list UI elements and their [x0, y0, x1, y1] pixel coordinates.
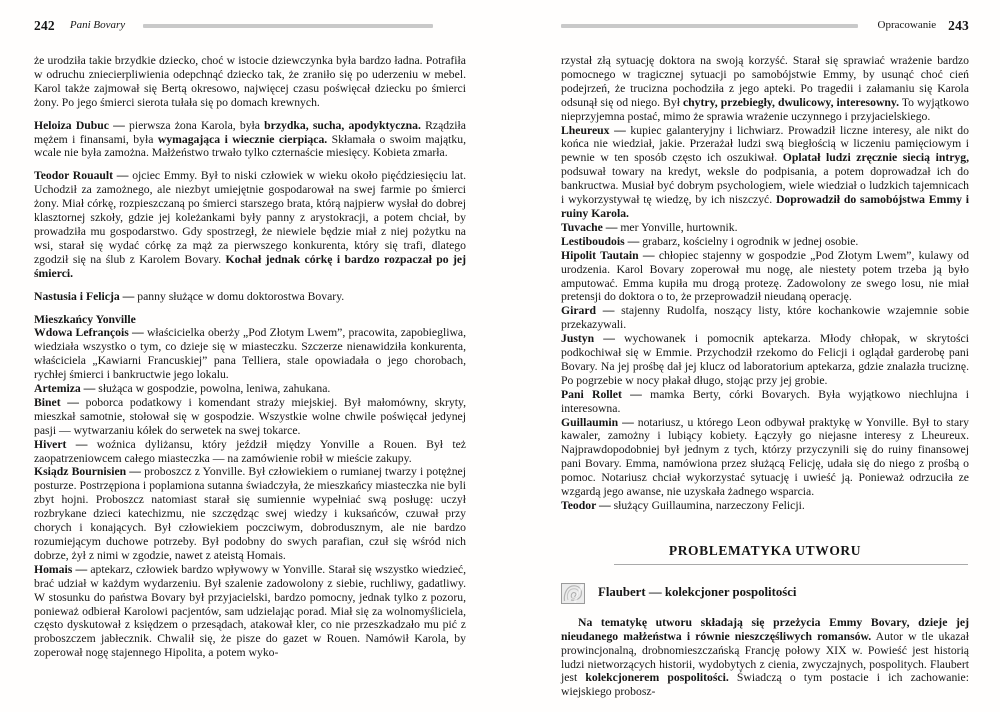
entry-binet: Binet — poborca podatkowy i komendant straży miejskiej. Był małomówny, skryty, mieszkał samotnie, stołował się w gospodzie. Wszystkie wolne chwile poświęcał jedynej pasji — wytwarzaniu kółek do serwetek na swej tokarce.: [34, 395, 467, 437]
entry-lheureux: Lheureux — kupiec galanteryjny i lichwiarz. Prowadził liczne interesy, ale nikt do końca nie wiedział, jakie. Przerażał ludzi swą biegłością w liczeniu pamięciowym i pewnie w ten sposób często ich oszukiwał. Oplatał ludzi zręcznie siecią intryg, podsuwał towary na kredyt, weksle do podpisania, a potem doprowadzał ich do bankructwa. Musiał być dobrym psychologiem, wiele wiedział o ludzkich tajemnicach i wykorzystywał tę wiedzę, by ich niszczyć. Doprowadził do samobójstwa Emmy i ruiny Karola.: [561, 123, 970, 220]
page-left-body: [34, 54, 466, 660]
section-rule: [614, 564, 968, 565]
running-head-left: [34, 18, 466, 33]
entry-hivert: Hivert — woźnica dyliżansu, który jeździł między Yonville a Rouen. Był też zaopatrzeniowcem całego miasteczka — na zamówienie robił w mieście zakupy.: [34, 437, 466, 465]
entry-ksiadz-bournisien: Ksiądz Bournisien — proboszcz z Yonville. Był człowiekiem o rumianej twarzy i potężnej posturze. Postrzępiona i poplamiona sutanna świadczyła, że mieszkańcy miasteczka nie byli zbyt hojni. Proboszcz natomiast starał się sumiennie wypełniać swą posługę: uczył rozbrykane dzieci katechizmu, nie szczędząc swej wiedzy i kuksańców, czuwał przy chorych i konających. Był człowiekiem poczciwym, dobrodusznym, ale nie bardzo rozumiejącym duchowe potrzeby. Był podobny do swych parafian, czuł się wśród nich dobrze, żył z nimi w zgodzie, nawet z ateistą Homais.: [34, 465, 466, 562]
rose-ornament-icon: [561, 583, 585, 604]
subheading-mieszkancy-yonville: Mieszkańcy Yonville: [34, 312, 136, 326]
page-right-body: [561, 54, 969, 699]
entry-teodor: Teodor — służący Guillaumina, narzeczony Felicji.: [561, 499, 805, 512]
entry-justyn: Justyn — wychowanek i pomocnik aptekarza. Młody chłopak, w skrytości podkochiwał się w Emmie. Przychodził rzekomo do Felicji i oglądał garderobę pani Bovary. Na jej prośbę dał jej klucz od laboratorium aptekarza, gdzie znalazła truciznę. Po pogrzebie w nocy płakał długo, stojąc przy jej grobie.: [561, 332, 969, 387]
page-left: [34, 18, 466, 660]
entry-guillaumin: Guillaumin — notariusz, u którego Leon odbywał praktykę w Yonville. Był to stary kawaler, zamożny i lubiący kobiety. Łączyły go niejasne interesy z Lheureux. Najprawdopodobniej był jednym z tych, którzy przyczynili się do ruiny finansowej pani Bovary. Emma, namówiona przez służącą Felicję, udała się do niego z prośbą o pomoc. Notariusz chciał wykorzystać sytuację i uwieść ją. Ponieważ odrzuciła ze wzgardą jego awanse, nie uzyskała żadnego wsparcia.: [561, 415, 969, 499]
running-head-rule-right: [561, 24, 858, 28]
running-title-left: Pani Bovary: [69, 18, 126, 31]
entry-nastusia-i-felicja: Nastusia i Felicja — panny służące w domu doktorostwa Bovary.: [34, 289, 345, 303]
entry-homais: Homais — aptekarz, człowiek bardzo wpływowy w Yonville. Starał się wszystko wiedzieć, brać udział w każdym wydarzeniu. Był szalenie zadowolony z siebie, ruchliwy, gadatliwy. W stosunku do państwa Bovary był przyjacielski, bardzo pomocny, jednak tylko z pozoru, ponieważ odbierał Karolowi pacjentów, sam udzielając porad. Miał się za wolnomyśliciela, często dyskutował z księdzem o przesądach, atakował kler, co nie przeszkadzało mu pić z proboszczem jabłecznik. Chwalił się, że pisze do gazet w Rouen. Namówił Karola, by zoperował nogę stajennego Hipolita, a potem wyko-: [34, 562, 466, 660]
entry-lestiboudois: Lestiboudois — grabarz, kościelny i ogrodnik w jednej osobie.: [561, 234, 859, 248]
running-head-rule-left: [143, 24, 433, 28]
section-heading-problematyka: [561, 544, 969, 565]
page-number-right: 243: [948, 17, 969, 33]
continuation-paragraph: że urodziła takie brzydkie dziecko, choć w istocie dziewczynka była bardzo ładna. Potrafiła w odruchu zniecierpliwienia odepchnąć dziecko tak, że zraniło się po uderzeniu w mebel. Karol także zajmował się Bertą okresowo, najwięcej czasu poświęcał dziecku po śmierci żony. Po jego śmierci sierota tułała się po domach krewnych.: [34, 54, 466, 109]
entry-girard: Girard — stajenny Rudolfa, noszący listy, które kochankowie wzajemnie sobie przekazywali.: [561, 304, 970, 332]
subsection-heading-flaubert: [561, 583, 969, 604]
entry-pani-rollet: Pani Rollet — mamka Berty, córki Bovarych. Była wyjątkowo niechlujna i interesowna.: [561, 387, 969, 415]
subsection-title: Flaubert — kolekcjoner pospolitości: [598, 584, 797, 599]
running-title-right: Opracowanie: [877, 18, 937, 31]
entry-wdowa-lefrancois: Wdowa Lefrançois — właścicielka oberży „Pod Złotym Lwem”, pracowita, zapobiegliwa, wiedziała wszystko o tym, co dzieje się w miasteczku. Szczerze nienawidziła konkurenta, właściciela „Kawiarni Francuskiej” pana Telliera, stale opowiadała o jego chorobach, rychłej śmierci i bankructwie jego lokalu.: [34, 326, 466, 382]
continuation-paragraph: rzystał złą sytuację doktora na swoją korzyść. Starał się sprawiać wrażenie bardzo pomocnego w tragicznej sytuacji po samobójstwie Emmy, by usunąć choć cień podejrzeń, że trucizna pochodziła z jego apteki. Po tragedii i załamaniu się Karola odsunął się od niego. Był chytry, przebiegły, dwulicowy, interesowny. To wyjątkowo nieprzyjemna postać, mimo że sprawia wrażenie uczynnego i przyjacielskiego.: [561, 54, 969, 123]
entry-hipolit-tautain: Hipolit Tautain — chłopiec stajenny w gospodzie „Pod Złotym Lwem”, kulawy od urodzenia. Karol Bovary zoperował mu nogę, ale niestety potem trzeba ją było amputować. Emma kupiła mu drogą protezę. Zadowolony ze swego losu, nie miał pretensji do doktora o to, że przeprowadził nieudaną operację.: [561, 248, 969, 304]
entry-tuvache: Tuvache — mer Yonville, hurtownik.: [561, 220, 738, 234]
page-number-left: 242: [34, 17, 55, 33]
running-head-right: [561, 18, 969, 33]
paragraph-na-tematyke: Na tematykę utworu składają się przeżycia Emmy Bovary, dzieje jej nieudanego małżeństwa i równie nieszczęśliwych romansów. Autor w tle ukazał prowincjonalną, drobnomieszczańską Francję połowy XIX w. Powieść jest historią ludzi nietworzących historii, wydobytych z cienia, zwyczajnych, pospolitych. Flaubert jest kolekcjonerem pospolitości. Świadczą o tym postacie i ich zachowanie: wiejskiego probosz-: [561, 615, 969, 699]
entry-heloiza-dubuc: Heloiza Dubuc — pierwsza żona Karola, była brzydka, sucha, apodyktyczna. Rządziła mężem i finansami, była wymagająca i wiecznie cierpiąca. Skłamała o swoim majątku, wcale nie była zamożna. Małżeństwo trwało tylko czternaście miesięcy. Kobieta zmarła.: [34, 118, 466, 160]
page-right: [561, 18, 969, 699]
entry-teodor-rouault: Teodor Rouault — ojciec Emmy. Był to niski człowiek w wieku około pięćdziesięciu lat. Uchodził za zamożnego, ale niezbyt umiejętnie gospodarował na swej farmie po śmierci żony. Miał córkę, rozpieszczaną po śmierci starszego brata, którą najpierw wysłał do dobrej klasztornej szkoły, gdzie jej koleżankami były panny z arystokracji, a potem chciał, by prowadziła mu gospodarstwo. Gdy spostrzegł, że niewiele będzie miał z niej pożytku na wsi, starał się wydać córkę za mąż za pierwszego konkurenta, który się trafi, dlatego zgodził się na ślub z Karolem Bovary. Kochał jednak córkę i bardzo rozpaczał po jej śmierci.: [34, 169, 466, 280]
section-title: PROBLEMATYKA UTWORU: [668, 542, 862, 558]
entry-artemiza: Artemiza — służąca w gospodzie, powolna, leniwa, zahukana.: [34, 382, 331, 396]
